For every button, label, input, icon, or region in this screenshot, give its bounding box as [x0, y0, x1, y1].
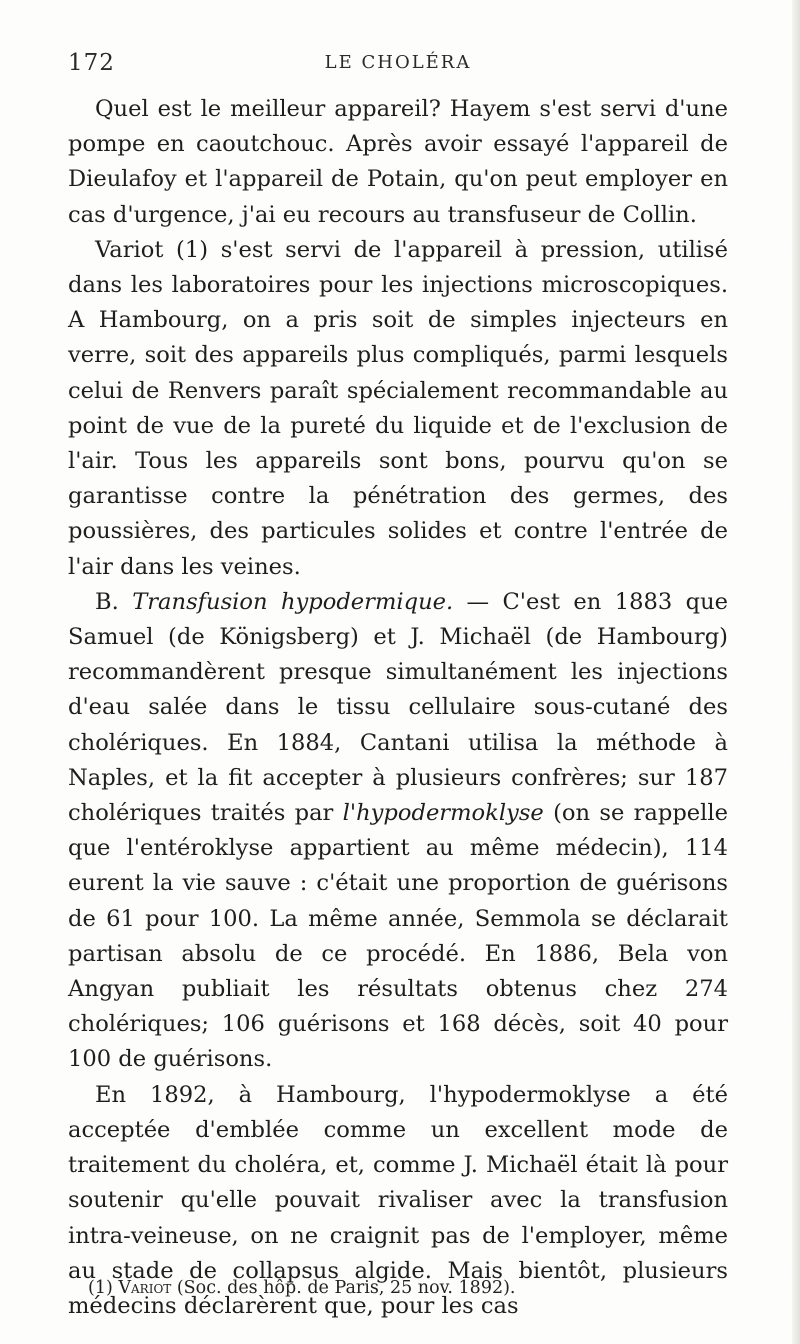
footnote-author: Variot: [118, 1278, 172, 1298]
page-header: [48, 50, 748, 80]
paragraph-3-text-a: — C'est en 1883 que Samuel (de Königsberg) et J. Michaël (de Hambourg) recommandèrent presque simultanément les injections d'eau salée dans le tissu cellulaire sous-cutané des cholériques. En 1884, Cantani utilisa la méthode à Naples, et la fit accepter à plusieurs confrères; sur 187 cholériques traités par: [68, 588, 728, 827]
body-text: [68, 92, 728, 1324]
section-letter: B.: [95, 588, 119, 615]
running-head: LE CHOLÉRA: [324, 52, 472, 73]
footnote-text: (Soc. des hôp. de Paris, 25 nov. 1892).: [171, 1278, 516, 1298]
page-edge-shadow: [792, 0, 800, 1344]
footnote: [88, 1276, 728, 1300]
page-number: 172: [68, 50, 115, 76]
paragraph-1: Quel est le meilleur appareil? Hayem s'est servi d'une pompe en caoutchouc. Après avoir essayé l'appareil de Dieulafoy et l'appareil de Potain, qu'on peut employer en cas d'urgence, j'ai eu recours au transfuseur de Collin.: [68, 96, 728, 228]
paragraph-3-text-b: (on se rappelle que l'entéroklyse appartient au même médecin), 114 eurent la vie sauve : c'était une proportion de guérisons de 61 pour 100. La même année, Semmola se déclarait partisan absolu de ce procédé. En 1886, Bela von Angyan publiait les résultats obtenus chez 274 cholériques; 106 guérisons et 168 décès, soit 40 pour 100 de guérisons.: [68, 800, 729, 1073]
paragraph-4: En 1892, à Hambourg, l'hypodermoklyse a été acceptée d'emblée comme un excellent mode de traitement du choléra, et, comme J. Michaël était là pour soutenir qu'elle pouvait rivaliser avec la transfusion intra-veineuse, on ne craignit pas de l'employer, même au stade de collapsus algide. Mais bientôt, plusieurs médecins déclarèrent que, pour les cas: [68, 1081, 728, 1319]
italic-term: l'hypodermoklyse: [342, 800, 544, 827]
section-title: Transfusion hypodermique.: [132, 588, 454, 615]
footnote-marker: (1): [88, 1278, 119, 1298]
paragraph-2: Variot (1) s'est servi de l'appareil à pression, utilisé dans les laboratoires pour les injections microscopiques. A Hambourg, on a pris soit de simples injecteurs en verre, soit des appareils plus compliqués, parmi lesquels celui de Renvers paraît spécialement recommandable au point de vue de la pureté du liquide et de l'exclusion de l'air. Tous les appareils sont bons, pourvu qu'on se garantisse contre la pénétration des germes, des poussières, des particules solides et contre l'entrée de l'air dans les veines.: [68, 236, 728, 580]
paragraph-3: [68, 585, 728, 1078]
